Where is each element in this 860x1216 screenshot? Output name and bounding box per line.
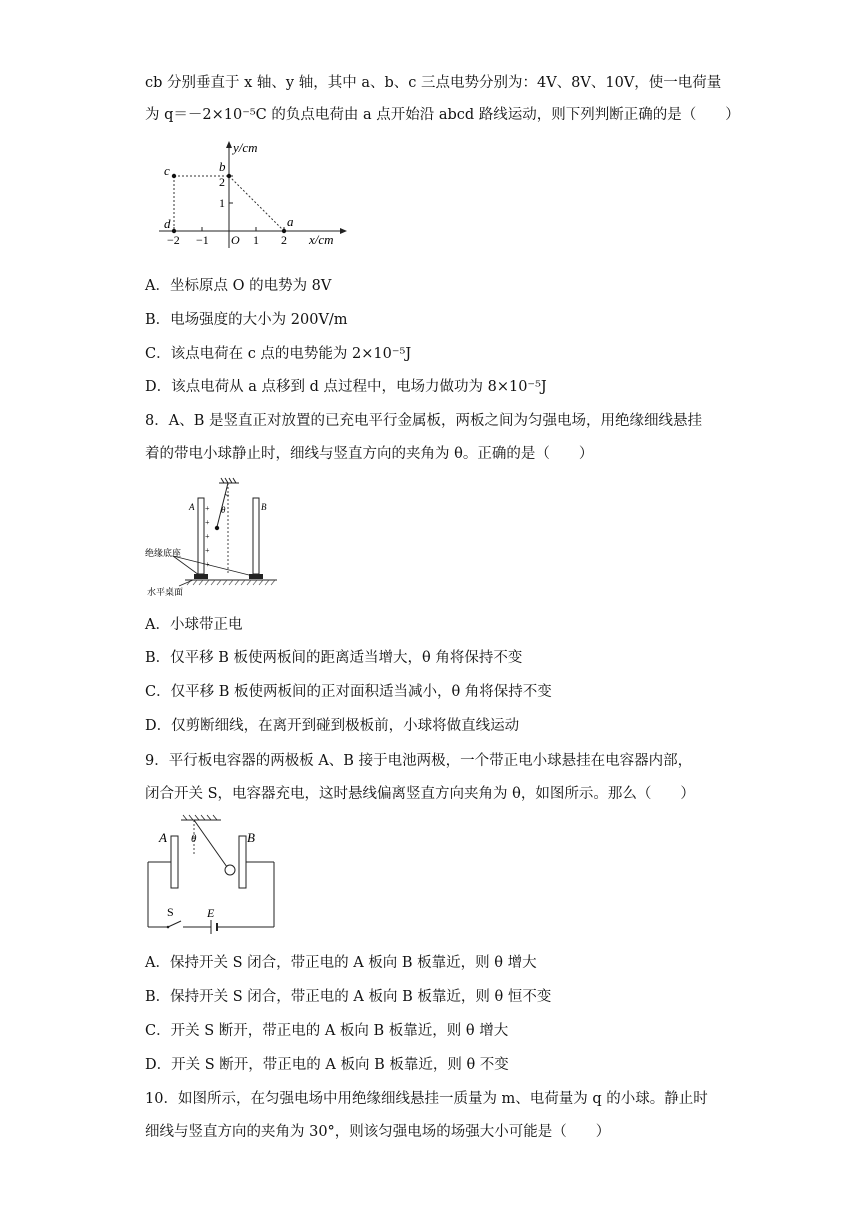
y-tick-label: 2 xyxy=(219,175,225,189)
q7-option-c: C．该点电荷在 c 点的电势能为 2×10⁻⁵J xyxy=(145,346,412,362)
x-tick-label: 1 xyxy=(253,233,259,247)
q7-option-a: A．坐标原点 O 的电势为 8V xyxy=(145,278,332,294)
table-hatch xyxy=(187,580,275,585)
q7-coordinate-figure xyxy=(155,136,355,254)
x-axis-label: x/cm xyxy=(309,232,334,247)
table-leader-line xyxy=(179,580,193,586)
origin-label: O xyxy=(231,233,240,247)
q8-option-b: B．仅平移 B 板使两板间的距离适当增大，θ 角将保持不变 xyxy=(145,650,523,666)
q8-option-a: A．小球带正电 xyxy=(145,617,243,633)
q9-option-b: B．保持开关 S 闭合，带正电的 A 板向 B 板靠近，则 θ 恒不变 xyxy=(145,989,552,1005)
plate-a xyxy=(171,836,178,888)
segment-ba xyxy=(229,176,284,231)
switch-label: S xyxy=(167,905,174,919)
base-label: 绝缘底座 xyxy=(145,548,182,558)
point-c xyxy=(172,174,176,178)
charged-ball xyxy=(215,526,219,530)
charge-sign: + xyxy=(205,504,210,513)
angle-theta-label: θ xyxy=(221,505,226,515)
plate-a-label: A xyxy=(189,502,195,512)
q9-stem-line1: 9．平行板电容器的两极板 A、B 接于电池两极，一个带正电小球悬挂在电容器内部， xyxy=(145,753,693,769)
x-tick-label: −1 xyxy=(196,233,209,247)
q8-plates-svg xyxy=(145,474,295,604)
plate-a-label: A xyxy=(159,830,167,845)
charge-sign: + xyxy=(205,532,210,541)
q8-option-d: D．仅剪断细线，在离开到碰到极板前，小球将做直线运动 xyxy=(145,718,520,734)
base-b xyxy=(249,574,263,579)
q10-stem-line1: 10．如图所示，在匀强电场中用绝缘细线悬挂一质量为 m、电荷量为 q 的小球。静止时 xyxy=(145,1091,708,1107)
y-axis-label: y/cm xyxy=(233,140,258,155)
q8-option-c: C．仅平移 B 板使两板间的正对面积适当减小，θ 角将保持不变 xyxy=(145,684,552,700)
q9-circuit-figure xyxy=(143,812,283,934)
charged-ball xyxy=(225,865,235,875)
point-c-label: c xyxy=(164,163,170,178)
q10-stem-line2: 细线与竖直方向的夹角为 30°，则该匀强电场的场强大小可能是（ ） xyxy=(145,1124,611,1140)
q9-option-d: D．开关 S 断开，带正电的 A 板向 B 板靠近，则 θ 不变 xyxy=(145,1057,509,1073)
q9-circuit-svg xyxy=(143,812,283,934)
q9-option-c: C．开关 S 断开，带正电的 A 板向 B 板靠近，则 θ 增大 xyxy=(145,1023,509,1039)
q8-stem-line1: 8．A、B 是竖直正对放置的已充电平行金属板，两板之间为匀强电场，用绝缘细线悬挂 xyxy=(145,413,702,429)
q7-stem-line1: cb 分别垂直于 x 轴、y 轴，其中 a、b、c 三点电势分别为：4V、8V、10V，使一电荷量 xyxy=(145,75,722,91)
q8-stem-line2: 着的带电小球静止时，细线与竖直方向的夹角为 θ。正确的是（ ） xyxy=(145,446,594,462)
plate-b xyxy=(239,836,246,888)
q9-option-a: A．保持开关 S 闭合，带正电的 A 板向 B 板靠近，则 θ 增大 xyxy=(145,955,537,971)
plate-b-label: B xyxy=(247,830,255,845)
q7-option-d: D．该点电荷从 a 点移到 d 点过程中，电场力做功为 8×10⁻⁵J xyxy=(145,379,547,395)
battery-label: E xyxy=(207,906,215,920)
point-d-label: d xyxy=(164,216,171,231)
point-b-label: b xyxy=(219,159,226,174)
x-tick-label: 2 xyxy=(281,233,287,247)
q7-option-b: B．电场强度的大小为 200V/m xyxy=(145,312,348,328)
plate-b-label: B xyxy=(261,502,267,512)
y-axis-arrow xyxy=(226,141,232,148)
q8-plates-figure xyxy=(145,474,295,604)
angle-theta-label: θ xyxy=(191,833,197,845)
table-label: 水平桌面 xyxy=(147,587,184,597)
q7-stem-line2: 为 q＝－2×10⁻⁵C 的负点电荷由 a 点开始沿 abcd 路线运动，则下列判断正确的是（ ） xyxy=(145,107,740,123)
base-leader-line xyxy=(173,556,253,576)
charge-sign: + xyxy=(205,546,210,555)
point-b xyxy=(227,174,231,178)
y-tick-label: 1 xyxy=(219,196,225,210)
q7-coordinate-svg xyxy=(155,136,355,254)
base-a xyxy=(194,574,208,579)
x-axis-arrow xyxy=(340,228,347,234)
point-a-label: a xyxy=(287,214,294,229)
switch-s xyxy=(168,921,181,927)
thread xyxy=(194,820,227,867)
x-tick-label: −2 xyxy=(167,233,180,247)
plate-b xyxy=(253,498,259,574)
charge-sign: + xyxy=(205,518,210,527)
q9-stem-line2: 闭合开关 S，电容器充电，这时悬线偏离竖直方向夹角为 θ，如图所示。那么（ ） xyxy=(145,786,695,802)
